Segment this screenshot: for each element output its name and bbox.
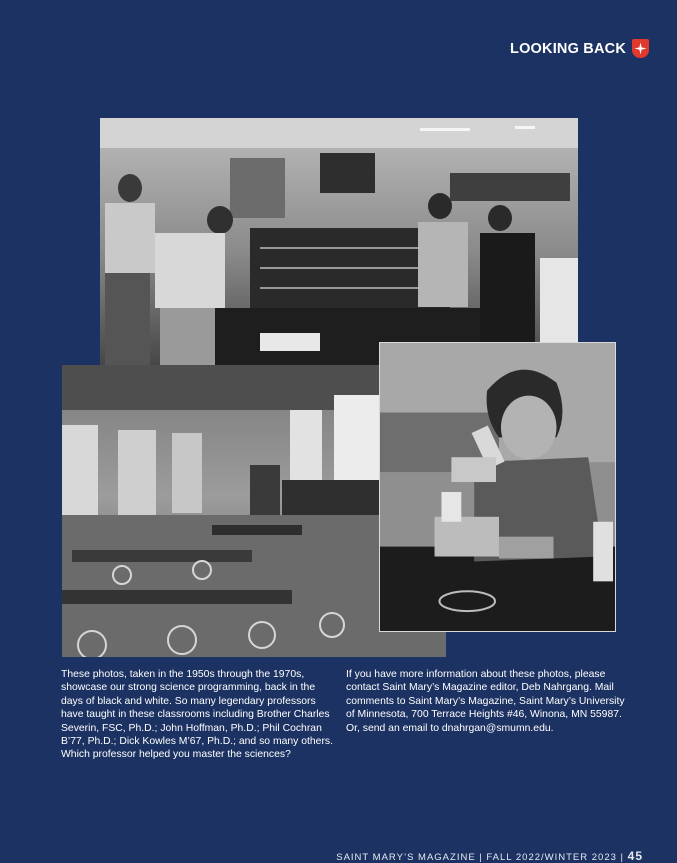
issue-date: FALL 2022/WINTER 2023 <box>486 852 617 863</box>
publication-name: SAINT MARY’S MAGAZINE <box>336 852 476 863</box>
page-footer <box>336 849 643 863</box>
footer-separator: | <box>620 852 628 863</box>
section-header <box>510 39 649 58</box>
footer-separator: | <box>479 852 487 863</box>
caption-right: If you have more information about these photos, please contact Saint Mary’s Magazine editor, Deb Nahrgang. Mail comments to Saint Mary’s Magazine, Saint Mary’s University of Minnesota, 700 Terrace Heights #46, Winona, MN 55987. Or, send an email to dnahrgan@smumn.edu. <box>346 669 625 734</box>
caption-left: These photos, taken in the 1950s through the 1970s, showcase our strong science programming, back in the days of black and white. So many legendary professors have taught in these classrooms including Brother Charles Severin, FSC, Ph.D.; John Hoffman, Ph.D.; Phil Cochran B’77, Ph.D.; Dick Kowles M’67, Ph.D.; and so many others. Which professor helped you master the sciences? <box>61 669 334 761</box>
star-shield-icon <box>632 39 649 58</box>
section-title: LOOKING BACK <box>510 40 626 57</box>
photo-microscope <box>379 342 616 632</box>
page-number: 45 <box>627 849 643 863</box>
